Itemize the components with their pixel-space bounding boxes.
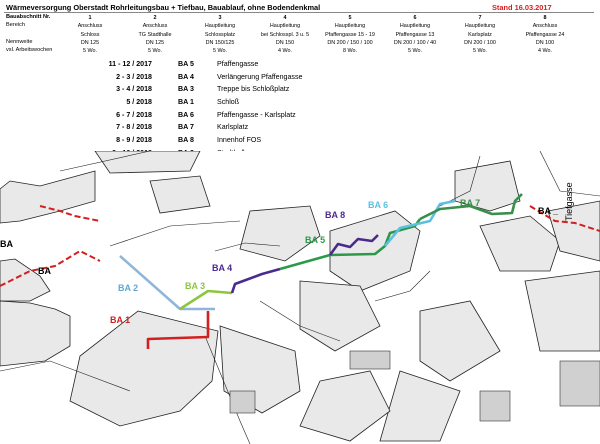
map-label-9: BA <box>0 239 13 249</box>
column-weeks: 5 Wo. <box>473 48 487 55</box>
schedule-date: 5 / 2018 <box>126 98 152 107</box>
column-kind: Hauptleitung <box>464 23 496 30</box>
column-place: Schloss <box>80 31 100 38</box>
column-kind: Anschluss <box>77 23 103 30</box>
column-weeks: 4 Wo. <box>538 48 552 55</box>
schedule-date: 8 - 9 / 2018 <box>116 136 152 145</box>
schedule-street: Pfaffengasse - Karlsplatz <box>217 110 296 119</box>
schedule-ba: BA 5 <box>178 60 194 68</box>
column-8 <box>513 14 577 55</box>
column-dn: DN 125 <box>145 39 165 46</box>
column-dn: DN 150 <box>275 39 295 46</box>
column-3 <box>188 14 252 55</box>
map-label-10: BA _ <box>538 206 559 216</box>
column-6 <box>383 14 447 55</box>
column-place: TG Stadthalle <box>138 31 172 38</box>
column-weeks: 5 Wo. <box>408 48 422 55</box>
map-label-2: BA 3 <box>185 281 206 291</box>
column-kind: Hauptleitung <box>399 23 431 30</box>
map-label-5: BA 6 <box>368 200 389 210</box>
map-label-8: BA <box>38 266 51 276</box>
column-dn: DN 200 / 150 / 100 <box>327 39 373 46</box>
column-place: bei Schlosspl. 3 u. 5 <box>260 31 310 38</box>
column-kind: Hauptleitung <box>204 23 236 30</box>
column-kind: Anschluss <box>142 23 168 30</box>
schedule-row <box>70 58 370 71</box>
column-weeks: 8 Wo. <box>343 48 357 55</box>
column-7 <box>448 14 512 55</box>
column-place: Pfaffengasse 13 <box>395 31 435 38</box>
column-4 <box>253 14 317 55</box>
schedule-ba: BA 8 <box>178 136 194 145</box>
column-dn: DN 125 <box>80 39 100 46</box>
report-title: Wärmeversorgung Oberstadt Rohrleitungsbau + Tiefbau, Bauablauf, ohne Bodendenkmal <box>6 3 321 12</box>
schedule-list <box>70 58 370 160</box>
column-kind: Hauptleitung <box>269 23 301 30</box>
schedule-street: Karlsplatz <box>217 123 249 132</box>
column-nr: 8 <box>543 15 547 21</box>
schedule-row <box>70 109 370 122</box>
schedule-ba: BA 6 <box>178 110 194 119</box>
schedule-date: 2 - 3 / 2018 <box>116 72 152 81</box>
schedule-date: 3 - 4 / 2018 <box>116 85 152 94</box>
column-dn: DN 200 / 100 / 40 <box>393 39 437 46</box>
row-label-bereich: Bereich <box>6 22 25 28</box>
column-5 <box>318 14 382 55</box>
schedule-street: Pfaffengasse <box>217 60 259 68</box>
schedule-date: 7 - 8 / 2018 <box>116 123 152 132</box>
column-place: Karlsplatz <box>468 31 492 38</box>
schedule-street: Schloß <box>217 98 240 107</box>
site-map <box>0 151 600 444</box>
column-weeks: 5 Wo. <box>148 48 162 55</box>
column-kind: Hauptleitung <box>334 23 366 30</box>
schedule-ba: BA 1 <box>178 98 194 107</box>
schedule-row <box>70 83 370 96</box>
map-label-3: BA 4 <box>212 263 233 273</box>
column-nr: 1 <box>88 15 92 21</box>
column-place: Schlossplatz <box>204 31 236 38</box>
row-label-nennweite: Nennweite <box>6 39 33 45</box>
column-2 <box>123 14 187 55</box>
schedule-ba: BA 7 <box>178 123 194 132</box>
row-label-bauabschnitt: Bauabschnitt Nr. <box>6 14 51 20</box>
header-divider <box>4 12 594 13</box>
column-nr: 3 <box>218 15 222 21</box>
schedule-ba: BA 4 <box>178 72 194 81</box>
column-nr: 2 <box>153 15 157 21</box>
column-weeks: 4 Wo. <box>278 48 292 55</box>
street-label-tiefgasse: Tiefgasse <box>564 182 574 221</box>
schedule-row <box>70 121 370 134</box>
map-label-6: BA 7 <box>460 198 481 208</box>
schedule-row <box>70 134 370 147</box>
column-place: Pfaffengasse 15 - 19 <box>325 31 375 38</box>
column-place: Pfaffengasse 24 <box>525 31 565 38</box>
column-1 <box>58 14 122 55</box>
column-nr: 6 <box>413 15 417 21</box>
column-weeks: 5 Wo. <box>83 48 97 55</box>
schedule-street: Treppe bis Schloßplatz <box>217 85 290 94</box>
row-label-weeks: vsl. Arbeitswochen <box>6 47 53 53</box>
schedule-ba: BA 3 <box>178 85 194 94</box>
schedule-date: 11 - 12 / 2017 <box>108 60 152 68</box>
column-dn: DN 100 <box>535 39 555 46</box>
map-label-4: BA 5 <box>305 235 326 245</box>
map-label-0: BA 1 <box>110 315 131 325</box>
map-label-1: BA 2 <box>118 283 139 293</box>
stand-date: Stand 16.03.2017 <box>492 3 552 12</box>
column-dn: DN 200 / 100 <box>464 39 496 46</box>
column-nr: 5 <box>348 15 352 21</box>
column-kind: Anschluss <box>532 23 558 30</box>
map-label-7: BA 8 <box>325 210 346 220</box>
schedule-row <box>70 96 370 109</box>
column-weeks: 5 Wo. <box>213 48 227 55</box>
column-nr: 4 <box>283 15 287 21</box>
schedule-date: 6 - 7 / 2018 <box>116 110 152 119</box>
schedule-street: Innenhof FOS <box>217 136 262 145</box>
column-nr: 7 <box>478 15 482 21</box>
schedule-row <box>70 71 370 84</box>
column-dn: DN 150/125 <box>205 39 235 46</box>
schedule-street: Verlängerung Pfaffengasse <box>217 72 303 81</box>
